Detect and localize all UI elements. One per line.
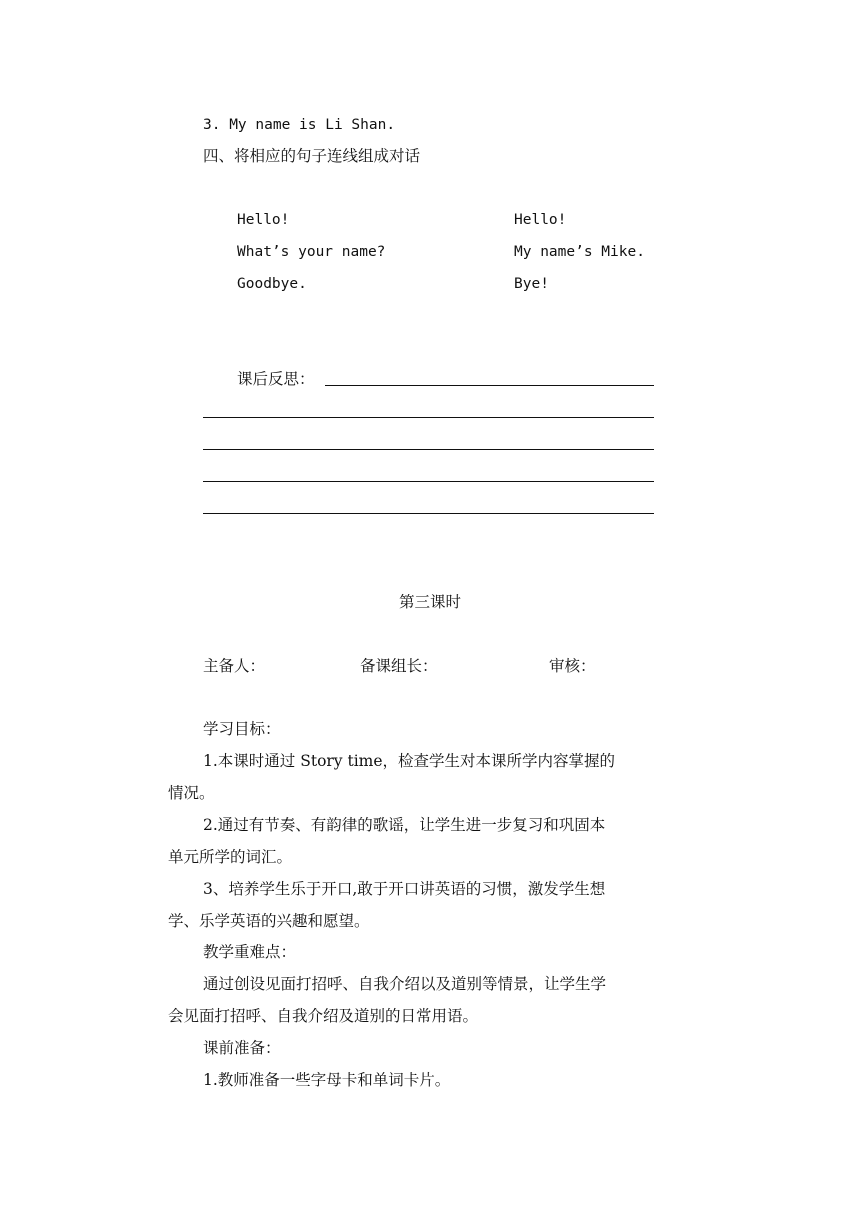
left-sentence-3: Goodbye.: [237, 276, 307, 292]
lesson-title: 第三课时: [398, 593, 461, 611]
objective-1-line-2: 情况。: [168, 784, 215, 802]
objective-3-line-1: 3、培养学生乐于开口,敢于开口讲英语的习惯，激发学生想: [203, 880, 606, 898]
preparation-item-1: 1.教师准备一些字母卡和单词卡片。: [203, 1071, 451, 1089]
reflection-line-5: [203, 513, 654, 514]
preparation-heading: 课前准备：: [203, 1039, 281, 1057]
main-preparer-label: 主备人：: [203, 657, 266, 675]
key-points-line-2: 会见面打招呼、自我介绍及道别的日常用语。: [168, 1007, 479, 1025]
key-points-line-1: 通过创设见面打招呼、自我介绍以及道别等情景，让学生学: [203, 975, 607, 993]
reflection-line-2: [203, 417, 654, 418]
item-3-sentence: 3. My name is Li Shan.: [203, 117, 396, 133]
reflection-line-3: [203, 449, 654, 450]
objectives-heading: 学习目标：: [203, 720, 281, 738]
left-sentence-1: Hello!: [237, 212, 290, 228]
objective-1-line-1: 1.本课时通过 Story time，检查学生对本课所学内容掌握的: [203, 752, 616, 770]
reflection-line-1: [325, 385, 654, 386]
reflection-label: 课后反思：: [237, 370, 315, 388]
right-sentence-1: Hello!: [514, 212, 567, 228]
reviewer-label: 审核：: [549, 657, 596, 675]
group-leader-label: 备课组长：: [360, 657, 438, 675]
objective-2-line-1: 2.通过有节奏、有韵律的歌谣，让学生进一步复习和巩固本: [203, 816, 606, 834]
objective-2-line-2: 单元所学的词汇。: [168, 848, 293, 866]
section-4-heading: 四、将相应的句子连线组成对话: [203, 147, 421, 165]
key-points-heading: 教学重难点：: [203, 943, 297, 961]
left-sentence-2: What’s your name?: [237, 244, 386, 260]
right-sentence-2: My name’s Mike.: [514, 244, 645, 260]
reflection-line-4: [203, 481, 654, 482]
objective-3-line-2: 学、乐学英语的兴趣和愿望。: [168, 912, 370, 930]
right-sentence-3: Bye!: [514, 276, 549, 292]
